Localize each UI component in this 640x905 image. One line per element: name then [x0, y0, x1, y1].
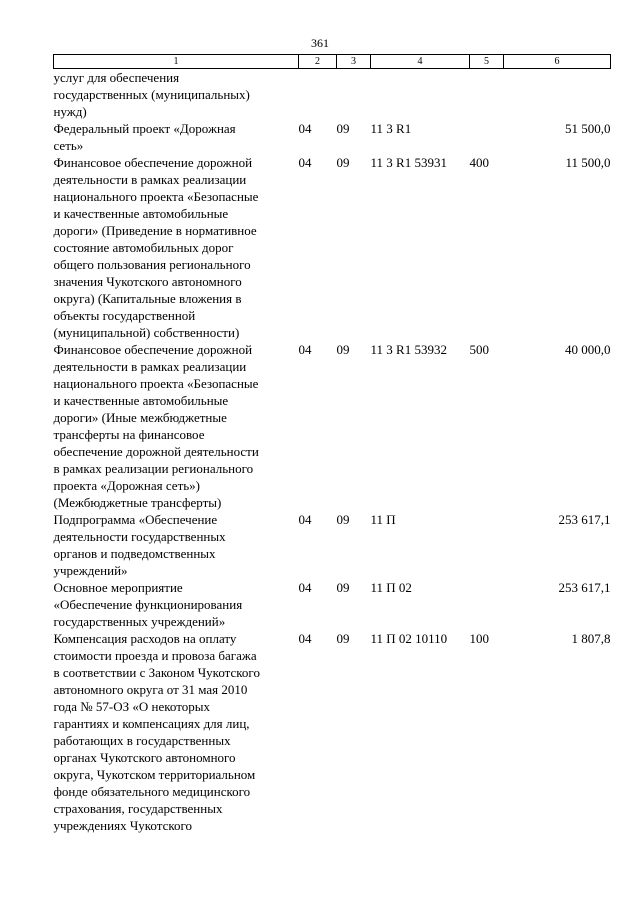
row-amount: 1 807,8	[571, 631, 611, 646]
row-expense-type: 500	[469, 342, 489, 357]
row-name-line: дороги» (Приведение в нормативное	[53, 223, 257, 238]
row-subsection: 09	[336, 342, 350, 357]
row-expense-type	[470, 69, 504, 121]
row-name-line: национального проекта «Безопасные	[53, 376, 259, 391]
page-number: 361	[311, 36, 329, 50]
row-name-line: Подпрограмма «Обеспечение	[53, 512, 218, 527]
row-name-line: округа) (Капитальные вложения в	[53, 291, 242, 306]
row-name	[54, 120, 299, 154]
row-name-line: страхования, государственных	[53, 801, 223, 816]
row-target-code	[371, 69, 470, 121]
row-name-line: объекты государственной	[53, 308, 196, 323]
row-name-line: года № 57-ОЗ «О некоторых	[53, 699, 210, 714]
row-name	[54, 511, 299, 579]
budget-table	[53, 54, 611, 834]
row-name-line: Основное мероприятие	[53, 580, 183, 595]
row-expense-type	[470, 579, 504, 630]
row-name-line: учреждений»	[53, 563, 128, 578]
row-name-line: нужд)	[53, 104, 87, 119]
row-name-line: национального проекта «Безопасные	[53, 189, 259, 204]
row-name-line: органов и подведомственных	[53, 546, 216, 561]
row-amount	[504, 69, 611, 121]
column-number-header	[54, 55, 611, 69]
row-subsection	[337, 69, 371, 121]
row-subsection: 09	[336, 631, 350, 646]
row-name-line: (Межбюджетные трансферты)	[53, 495, 222, 510]
row-target-code: 11 3 R1 53931	[370, 155, 447, 170]
row-name-line: услуг для обеспечения	[53, 70, 180, 85]
row-target-code: 11 3 R1	[370, 121, 412, 136]
row-name-line: стоимости проезда и провоза багажа	[53, 648, 257, 663]
row-name-line: округа, Чукотском территориальном	[53, 767, 256, 782]
row-expense-type	[470, 120, 504, 154]
row-section: 04	[298, 580, 312, 595]
table-row	[54, 69, 611, 121]
table-row	[54, 630, 611, 834]
column-header-5: 5	[470, 55, 504, 69]
row-name-line: обеспечение дорожной деятельности	[53, 444, 259, 459]
row-name	[54, 69, 299, 121]
row-name-line: трансферты на финансовое	[53, 427, 205, 442]
row-name-line: в рамках реализации регионального	[53, 461, 254, 476]
row-name-line: и качественные автомобильные	[53, 393, 229, 408]
column-header-2: 2	[299, 55, 337, 69]
row-name-line: (муниципальной) собственности)	[53, 325, 240, 340]
row-name-line: состояние автомобильных дорог	[53, 240, 234, 255]
row-target-code: 11 П 02 10110	[370, 631, 448, 646]
row-amount: 253 617,1	[558, 512, 611, 527]
row-name-line: общего пользования регионального	[53, 257, 251, 272]
row-name-line: государственных учреждений»	[53, 614, 226, 629]
row-expense-type	[470, 511, 504, 579]
row-name	[54, 579, 299, 630]
row-subsection: 09	[336, 121, 350, 136]
row-name-line: государственных (муниципальных)	[53, 87, 250, 102]
row-name-line: гарантиях и компенсациях для лиц,	[53, 716, 250, 731]
row-target-code: 11 П 02	[370, 580, 412, 595]
row-name-line: фонде обязательного медицинского	[53, 784, 251, 799]
row-name-line: сеть»	[53, 138, 84, 153]
row-name-line: дороги» (Иные межбюджетные	[53, 410, 227, 425]
column-header-6: 6	[504, 55, 611, 69]
row-amount: 253 617,1	[558, 580, 611, 595]
row-name	[54, 154, 299, 341]
row-name	[54, 630, 299, 834]
table-row	[54, 341, 611, 511]
table-row	[54, 120, 611, 154]
row-name-line: проекта «Дорожная сеть»)	[53, 478, 201, 493]
row-name-line: Компенсация расходов на оплату	[53, 631, 237, 646]
row-name-line: значения Чукотского автономного	[53, 274, 242, 289]
row-name-line: учреждениях Чукотского	[53, 818, 193, 833]
row-name-line: работающих в государственных	[53, 733, 231, 748]
row-name-line: органах Чукотского автономного	[53, 750, 236, 765]
row-name-line: деятельности в рамках реализации	[53, 172, 247, 187]
row-subsection: 09	[336, 580, 350, 595]
row-name-line: и качественные автомобильные	[53, 206, 229, 221]
table-row	[54, 154, 611, 341]
row-subsection: 09	[336, 512, 350, 527]
row-amount: 40 000,0	[565, 342, 611, 357]
column-header-1: 1	[54, 55, 299, 69]
row-amount: 11 500,0	[565, 155, 611, 170]
table-row	[54, 511, 611, 579]
row-target-code: 11 3 R1 53932	[370, 342, 447, 357]
row-name-line: деятельности государственных	[53, 529, 226, 544]
row-name-line: «Обеспечение функционирования	[53, 597, 243, 612]
row-section: 04	[298, 631, 312, 646]
row-subsection: 09	[336, 155, 350, 170]
table-row	[54, 579, 611, 630]
row-amount: 51 500,0	[565, 121, 611, 136]
row-target-code: 11 П	[370, 512, 396, 527]
row-section: 04	[298, 512, 312, 527]
table-body	[54, 69, 611, 835]
row-name-line: в соответствии с Законом Чукотского	[53, 665, 260, 680]
row-section: 04	[298, 342, 312, 357]
row-expense-type: 400	[469, 155, 489, 170]
row-expense-type: 100	[469, 631, 489, 646]
row-name-line: Финансовое обеспечение дорожной	[53, 155, 253, 170]
row-name	[54, 341, 299, 511]
row-section: 04	[298, 155, 312, 170]
column-header-3: 3	[337, 55, 371, 69]
row-name-line: деятельности в рамках реализации	[53, 359, 247, 374]
row-section: 04	[298, 121, 312, 136]
column-header-4: 4	[371, 55, 470, 69]
row-name-line: Финансовое обеспечение дорожной	[53, 342, 253, 357]
row-name-line: Федеральный проект «Дорожная	[53, 121, 236, 136]
row-section	[299, 69, 337, 121]
row-name-line: автономного округа от 31 мая 2010	[53, 682, 248, 697]
